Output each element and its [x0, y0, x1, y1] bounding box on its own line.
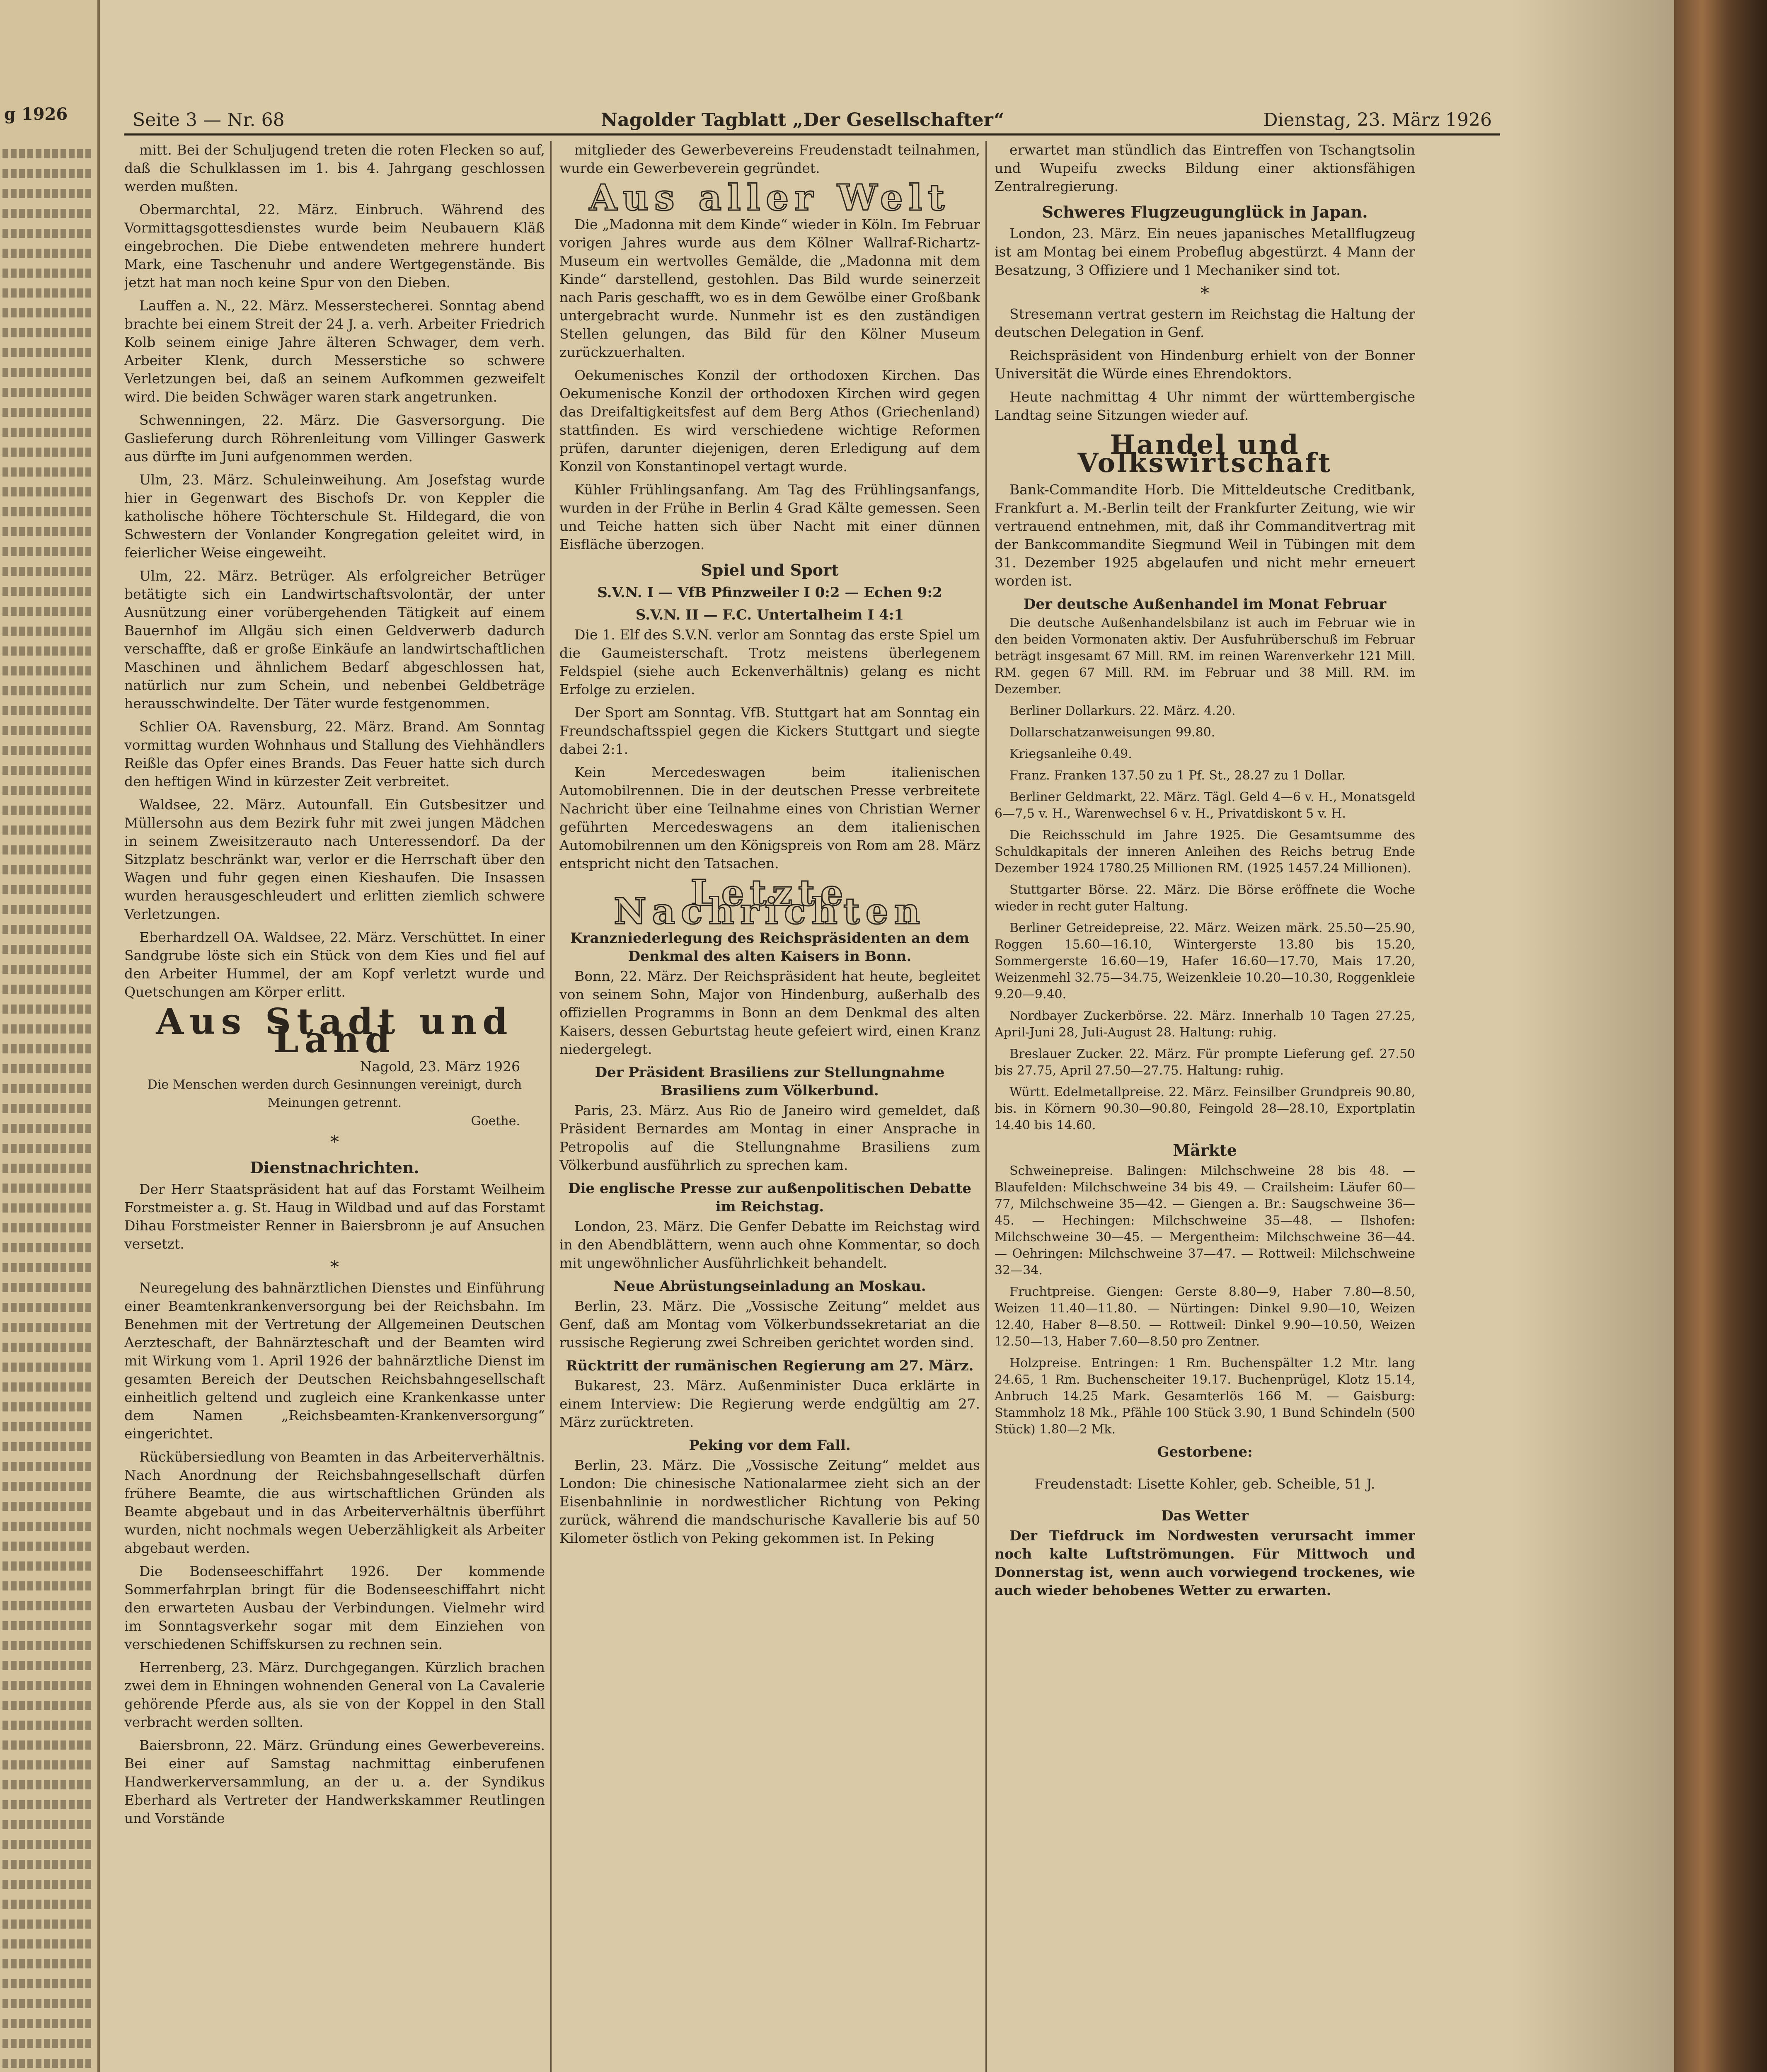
- article-paragraph: Eberhardzell OA. Waldsee, 22. März. Verschüttet. In einer Sandgrube löste sich ein Stück von dem Kies und fiel auf den Arbeiter Hummel, der am Kopf verletzt wurde und Quetschungen am Körper erlitt.: [124, 929, 545, 1000]
- separator-star: *: [330, 1257, 339, 1277]
- dateline: Nagold, 23. März 1926: [360, 1058, 520, 1075]
- sport-result: S.V.N. II — F.C. Untertalheim I 4:1: [635, 607, 904, 623]
- article-paragraph: Die Bodenseeschiffahrt 1926. Der kommende Sommerfahrplan bringt für die Bodenseeschiffahrt nicht den erwarteten Ausbau der Verbindungen. Vielmehr wird im Sonntagsverkehr sogar mit dem Einziehen von verschiedenen Schiffskursen zu rechnen sein.: [124, 1563, 545, 1652]
- article-paragraph: Herrenberg, 23. März. Durchgegangen. Kürzlich brachen zwei dem in Ehningen wohnenden General von La Cavalerie gehörende Pferde aus, als sie von der Koppel in den Stall verbracht werden sollten.: [124, 1659, 545, 1730]
- article-paragraph: Stresemann vertrat gestern im Reichstag die Haltung der deutschen Delegation in Genf.: [995, 306, 1415, 340]
- masthead: [124, 107, 1500, 136]
- article-paragraph: Die „Madonna mit dem Kinde“ wieder in Köln. Im Februar vorigen Jahres wurde aus dem Kölner Wallraf-Richartz-Museum ein wertvolles Gemälde, die „Madonna mit dem Kinde“ darstellend, gestohlen. Das Bild wurde seinerzeit nach Paris geschafft, wo es in dem Gewölbe einer Großbank untergebracht wurde. Nunmehr ist es den zuständigen Stellen gelungen, das Bild für den Kölner Museum zurückzuerhalten.: [559, 216, 980, 360]
- heading-gestorbene: Gestorbene:: [1157, 1444, 1253, 1460]
- section-heading-letzte-nachrichten: Letzte Nachrichten: [613, 872, 926, 932]
- market-item: Stuttgarter Börse. 22. März. Die Börse eröffnete die Woche wieder in recht guter Haltung.: [995, 883, 1415, 914]
- column-1: [124, 141, 545, 2072]
- separator-star: *: [1201, 283, 1209, 303]
- issue-date: Dienstag, 23. März 1926: [1263, 109, 1492, 131]
- article-paragraph: Bank-Commandite Horb. Die Mitteldeutsche Creditbank, Frankfurt a. M.-Berlin teilt der Frankfurter Zeitung, wie wir vertrauend entnehmen, mit, daß ihr Commanditvertrag mit der Bankcommandite Siegmund Weil in Tübingen mit dem 31. Dezember 1925 abgelaufen und nicht mehr erneuert worden ist.: [995, 482, 1415, 589]
- news-text: Berlin, 23. März. Die „Vossische Zeitung“ meldet aus Genf, daß am Montag vom Völkerbundssekretariat an die russische Regierung zwei Schreiben gerichtet worden sind.: [559, 1298, 980, 1351]
- article-paragraph: Ulm, 22. März. Betrüger. Als erfolgreicher Betrüger betätigte sich ein Landwirtschaftsvolontär, der unter Ausnützung einer vorübergehenden Tätigkeit auf einem Bauernhof im Allgäu sich einen Geldverwerb dadurch verschaffte, daß er große Einkäufe an landwirtschaftlichen Maschinen und ähnlichem Bedarf abgeschlossen hat, natürlich nur zum Schein, und nebenbei Geldbeträge herausschwindelte. Der Täter wurde festgenommen.: [124, 568, 545, 712]
- article-paragraph: Schlier OA. Ravensburg, 22. März. Brand. Am Sonntag vormittag wurden Wohnhaus und Stallung des Viehhändlers Reißle das Opfer eines Brands. Das Feuer hatte sich durch den heftigen Wind in kürzester Zeit verbreitet.: [124, 719, 545, 789]
- market-item: Fruchtpreise. Giengen: Gerste 8.80—9, Haber 7.80—8.50, Weizen 11.40—11.80. — Nürtingen: Dinkel 9.90—10, Weizen 12.40, Haber 8—8.50. — Rottweil: Dinkel 9.90—10.50, Weizen 12.50—13, Haber 7.60—8.50 pro Zentner.: [995, 1285, 1415, 1349]
- separator-star: *: [330, 1132, 339, 1152]
- sport-result: S.V.N. I — VfB Pfinzweiler I 0:2 — Echen 9:2: [597, 584, 942, 601]
- market-item: Die Reichsschuld im Jahre 1925. Die Gesamtsumme des Schuldkapitals der inneren Anleihen des Reichs betrug Ende Dezember 1924 1780.25 Millionen RM. (1925 1457.24 Millionen).: [995, 828, 1415, 876]
- market-item: Berliner Getreidepreise, 22. März. Weizen märk. 25.50—25.90, Roggen 15.60—16.10, Wintergerste 13.80 bis 15.20, Sommergerste 16.60—19, Hafer 16.60—17.70, Mais 17.20, Weizenmehl 32.75—34.75, Weizenkleie 10.20—10.30, Roggenkleie 9.20—9.40.: [995, 921, 1415, 1002]
- weather-report: Der Tiefdruck im Nordwesten verursacht immer noch kalte Luftströmungen. Für Mittwoch und Donnerstag ist, wenn auch vorwiegend trockenes, wie auch wieder behobenes Wetter zu erwarten.: [995, 1527, 1415, 1598]
- article-paragraph: Rückübersiedlung von Beamten in das Arbeiterverhältnis. Nach Anordnung der Reichsbahngesellschaft dürfen frühere Beamte, die aus wirtschaftlichen Gründen als Beamte abgebaut und in das Arbeiterverhältnis überführt wurden, nicht nochmals wegen Ueberzähligkeit als Arbeiter abgebaut werden.: [124, 1449, 545, 1556]
- column-rule: [550, 141, 552, 2072]
- newspaper-title: Nagolder Tagblatt „Der Gesellschafter“: [601, 109, 1005, 131]
- heading-wetter: Das Wetter: [1161, 1508, 1249, 1524]
- news-headline: Neue Abrüstungseinladung an Moskau.: [613, 1278, 926, 1295]
- article-paragraph: Heute nachmittag 4 Uhr nimmt der württembergische Landtag seine Sitzungen wieder auf.: [995, 389, 1415, 423]
- heading-dienstnachrichten: Dienstnachrichten.: [250, 1158, 419, 1177]
- article-paragraph: Lauffen a. N., 22. März. Messerstecherei. Sonntag abend brachte bei einem Streit der 24 J. a. verh. Arbeiter Friedrich Kolb seinem einige Jahre älteren Schwager, dem verh. Arbeiter Klenk, durch Messerstiche so schwere Verletzungen bei, daß an seinem Aufkommen gezweifelt wird. Die beiden Schwäger waren stark angetrunken.: [124, 298, 545, 405]
- article-paragraph: Die 1. Elf des S.V.N. verlor am Sonntag das erste Spiel um die Gaumeisterschaft. Trotz meistens überlegenem Feldspiel (siehe auch Eckenverhältnis) gelang es nicht Erfolge zu erzielen.: [559, 627, 980, 697]
- news-text: Bonn, 22. März. Der Reichspräsident hat heute, begleitet von seinem Sohn, Major von Hindenburg, außerhalb des offiziellen Programms in Bonn an dem Denkmal des alten Kaisers, dessen Geburtstag heute gefeiert wird, einen Kranz niedergelegt.: [559, 968, 980, 1057]
- news-text: Paris, 23. März. Aus Rio de Janeiro wird gemeldet, daß Präsident Bernardes am Montag in einer Ansprache in Petropolis auf die Stellungnahme Brasiliens zum Völkerbund ausführlich zu sprechen kam.: [559, 1102, 980, 1173]
- previous-page-text-fragments: [2, 149, 94, 2072]
- heading-aussenhandel: Der deutsche Außenhandel im Monat Februar: [1023, 596, 1387, 612]
- article-paragraph: Der Sport am Sonntag. VfB. Stuttgart hat am Sonntag ein Freundschaftsspiel gegen die Kickers Stuttgart und siegte dabei 2:1.: [559, 704, 980, 757]
- section-heading-stadt-und-land: Aus Stadt und Land: [156, 1001, 513, 1061]
- article-paragraph: mitglieder des Gewerbevereins Freudenstadt teilnahmen, wurde ein Gewerbeverein gegründet.: [559, 142, 980, 176]
- market-item: Franz. Franken 137.50 zu 1 Pf. St., 28.27 zu 1 Dollar.: [1009, 768, 1346, 783]
- column-2: [559, 141, 980, 2072]
- article-paragraph: Obermarchtal, 22. März. Einbruch. Während des Vormittagsgottesdienstes wurde beim Neubauern Kläß eingebrochen. Die Diebe entwendeten mehrere hundert Mark, eine Taschenuhr und andere Wertgegenstände. Bis jetzt hat man noch keine Spur von den Dieben.: [124, 201, 545, 290]
- market-item: Kriegsanleihe 0.49.: [1009, 747, 1132, 761]
- market-item: Berliner Dollarkurs. 22. März. 4.20.: [1009, 704, 1236, 718]
- news-headline: Die englische Presse zur außenpolitischen Debatte im Reichstag.: [568, 1180, 972, 1215]
- article-paragraph: Kühler Frühlingsanfang. Am Tag des Frühlingsanfangs, wurden in der Frühe in Berlin 4 Grad Kälte gemessen. Seen und Teiche hatten sich über Nacht mit einer dünnen Eisfläche überzogen.: [559, 482, 980, 552]
- column-rule: [985, 141, 987, 2072]
- news-text: Bukarest, 23. März. Außenminister Duca erklärte in einem Interview: Die Regierung werde endgültig am 27. März zurücktreten.: [559, 1377, 980, 1430]
- market-item: Dollarschatzanweisungen 99.80.: [1009, 725, 1215, 740]
- section-heading-handel: Handel und Volkswirtschaft: [1077, 429, 1332, 479]
- previous-page-edge: [0, 0, 100, 2072]
- article-paragraph: erwartet man stündlich das Eintreffen von Tschangtsolin und Wupeifu zwecks Bildung einer aktionsfähigen Zentralregierung.: [995, 142, 1415, 194]
- heading-flugzeugunglueck: Schweres Flugzeugunglück in Japan.: [1042, 203, 1368, 221]
- article-paragraph: London, 23. März. Ein neues japanisches Metallflugzeug ist am Montag bei einem Probeflug abgestürzt. 4 Mann der Besatzung, 3 Offiziere und 1 Mechaniker sind tot.: [995, 225, 1415, 278]
- article-paragraph: Oekumenisches Konzil der orthodoxen Kirchen. Das Oekumenische Konzil der orthodoxen Kirchen wird gegen das Dreifaltigkeitsfest auf dem Berg Athos (Griechenland) stattfinden. Es wird verschiedene wichtige Reformen prüfen, darunter diejenigen, deren Erledigung auf dem Konzil von Konstantinopel vertagt wurde.: [559, 367, 980, 474]
- column-3: [995, 141, 1415, 2072]
- article-paragraph: Neuregelung des bahnärztlichen Dienstes und Einführung einer Beamtenkrankenversorgung bei der Reichsbahn. Im Benehmen mit der Vertretung der Allgemeinen Deutschen Aerzteschaft, der Bahnärzteschaft und der Beamten wird mit Wirkung vom 1. April 1926 der bahnärztliche Dienst im gesamten Bereich der Deutschen Reichsbahngesellschaft einheitlich geltend und zugleich eine Krankenkasse unter dem Namen „Reichsbeamten-Krankenversorgung“ eingerichtet.: [124, 1280, 545, 1442]
- market-item: Berliner Geldmarkt, 22. März. Tägl. Geld 4—6 v. H., Monatsgeld 6—7,5 v. H., Warenwechsel 6 v. H., Privatdiskont 5 v. H.: [995, 790, 1415, 821]
- news-headline: Der Präsident Brasiliens zur Stellungnahme Brasiliens zum Völkerbund.: [595, 1064, 945, 1099]
- article-paragraph: Ulm, 23. März. Schuleinweihung. Am Josefstag wurde hier in Gegenwart des Bischofs Dr. von Keppler die katholische höhere Töchterschule St. Hildegard, die von Schwestern der Vonlander Kongregation geleitet wird, in feierlicher Weise eingeweiht.: [124, 472, 545, 561]
- article-paragraph: Kein Mercedeswagen beim italienischen Automobilrennen. Die in der deutschen Presse verbreitete Nachricht über eine Teilnahme eines von Christian Werner geführten Mercedeswagens an dem italienischen Automobilrennen um den Königspreis von Rom am 28. März entspricht nicht den Tatsachen.: [559, 764, 980, 871]
- heading-maerkte: Märkte: [1173, 1141, 1237, 1159]
- market-item: Breslauer Zucker. 22. März. Für prompte Lieferung gef. 27.50 bis 27.75, April 27.50—27.75. Haltung: ruhig.: [995, 1047, 1415, 1078]
- death-notice: Freudenstadt: Lisette Kohler, geb. Scheible, 51 J.: [1034, 1476, 1375, 1492]
- article-paragraph: Die deutsche Außenhandelsbilanz ist auch im Februar wie in den beiden Vormonaten aktiv. Der Ausfuhrüberschuß im Februar beträgt insgesamt 67 Mill. RM. im reinen Warenverkehr 121 Mill. RM. gegen 67 Mill. RM. im Februar und 38 Mill. RM. im Dezember.: [995, 616, 1415, 697]
- news-headline: Kranzniederlegung des Reichspräsidenten an dem Denkmal des alten Kaisers in Bonn.: [570, 930, 969, 965]
- previous-page-header: g 1926: [4, 104, 68, 124]
- article-paragraph: Der Herr Staatspräsident hat auf das Forstamt Weilheim Forstmeister a. g. St. Haug in Wildbad und auf das Forstamt Dihau Forstmeister Renner in Baiersbronn je auf Ansuchen versetzt.: [124, 1181, 545, 1252]
- article-paragraph: Baiersbronn, 22. März. Gründung eines Gewerbevereins. Bei einer auf Samstag nachmittag einberufenen Handwerkerversammlung, an der u. a. der Syndikus Eberhard als Vertreter der Handwerkskammer Reutlingen und Vorstände: [124, 1737, 545, 1826]
- market-item: Schweinepreise. Balingen: Milchschweine 28 bis 48. — Blaufelden: Milchschweine 34 bis 49. — Crailsheim: Läufer 60—77, Milchschweine 35—42. — Giengen a. Br.: Saugschweine 36—45. — Hechingen: Milchschweine 35—48. — Ilshofen: Milchschweine 30—45. — Mergentheim: Milchschweine 36—44. — Oehringen: Milchschweine 37—47. — Rottweil: Milchschweine 32—34.: [995, 1164, 1415, 1278]
- motto-author: Goethe.: [471, 1114, 520, 1128]
- market-item: Holzpreise. Entringen: 1 Rm. Buchenspälter 1.2 Mtr. lang 24.65, 1 Rm. Buchenscheiter 19.17. Buchenprügel, Klotz 15.14, Anbruch 14.25 Mark. Gesamterlös 166 M. — Gaisburg: Stammholz 18 Mk., Pfähle 100 Stück 3.90, 1 Bund Schindeln (500 Stück) 1.80—2 Mk.: [995, 1356, 1415, 1437]
- market-item: Württ. Edelmetallpreise. 22. März. Feinsilber Grundpreis 90.80, bis. in Körnern 90.30—90.80, Feingold 28—28.10, Exportplatin 14.40 bis 14.60.: [995, 1085, 1415, 1133]
- section-heading-aus-aller-welt: Aus aller Welt: [589, 177, 951, 219]
- article-paragraph: mitt. Bei der Schuljugend treten die roten Flecken so auf, daß die Schulklassen im 1. bis 4. Jahrgang geschlossen werden mußten.: [124, 142, 545, 194]
- motto: Die Menschen werden durch Gesinnungen vereinigt, durch Meinungen getrennt.: [147, 1077, 522, 1110]
- news-headline: Rücktritt der rumänischen Regierung am 27. März.: [566, 1358, 974, 1374]
- article-paragraph: Schwenningen, 22. März. Die Gasversorgung. Die Gaslieferung durch Röhrenleitung vom Villinger Gaswerk aus dürfte im Juni aufgenommen werden.: [124, 412, 545, 465]
- book-binding: [1674, 0, 1767, 2072]
- page-curl-shadow: [1513, 0, 1674, 2072]
- heading-spiel-und-sport: Spiel und Sport: [701, 561, 839, 579]
- news-headline: Peking vor dem Fall.: [689, 1437, 851, 1454]
- article-paragraph: Waldsee, 22. März. Autounfall. Ein Gutsbesitzer und Müllersohn aus dem Bezirk fuhr mit zwei jungen Mädchen in seinem Zweisitzerauto nach Unteressendorf. Da der Sitzplatz beschränkt war, verlor er die Herrschaft über den Wagen und fuhr gegen einen Kieshaufen. Die Insassen wurden herausgeschleudert und erlitten ziemlich schwere Verletzungen.: [124, 796, 545, 922]
- news-text: Berlin, 23. März. Die „Vossische Zeitung“ meldet aus London: Die chinesische Nationalarmee zieht sich an der Eisenbahnlinie in nordwestlicher Richtung von Peking zurück, während die mandschurische Kavallerie bis auf 50 Kilometer östlich von Peking gekommen ist. In Peking: [559, 1457, 980, 1546]
- news-text: London, 23. März. Die Genfer Debatte im Reichstag wird in den Abendblättern, wenn auch ohne Kommentar, so doch mit ungewöhnlicher Ausführlichkeit behandelt.: [559, 1218, 980, 1271]
- market-item: Nordbayer Zuckerbörse. 22. März. Innerhalb 10 Tagen 27.25, April-Juni 28, Juli-August 28. Haltung: ruhig.: [995, 1009, 1415, 1040]
- page-number: Seite 3 — Nr. 68: [133, 109, 285, 131]
- article-paragraph: Reichspräsident von Hindenburg erhielt von der Bonner Universität die Würde eines Ehrendoktors.: [995, 347, 1415, 382]
